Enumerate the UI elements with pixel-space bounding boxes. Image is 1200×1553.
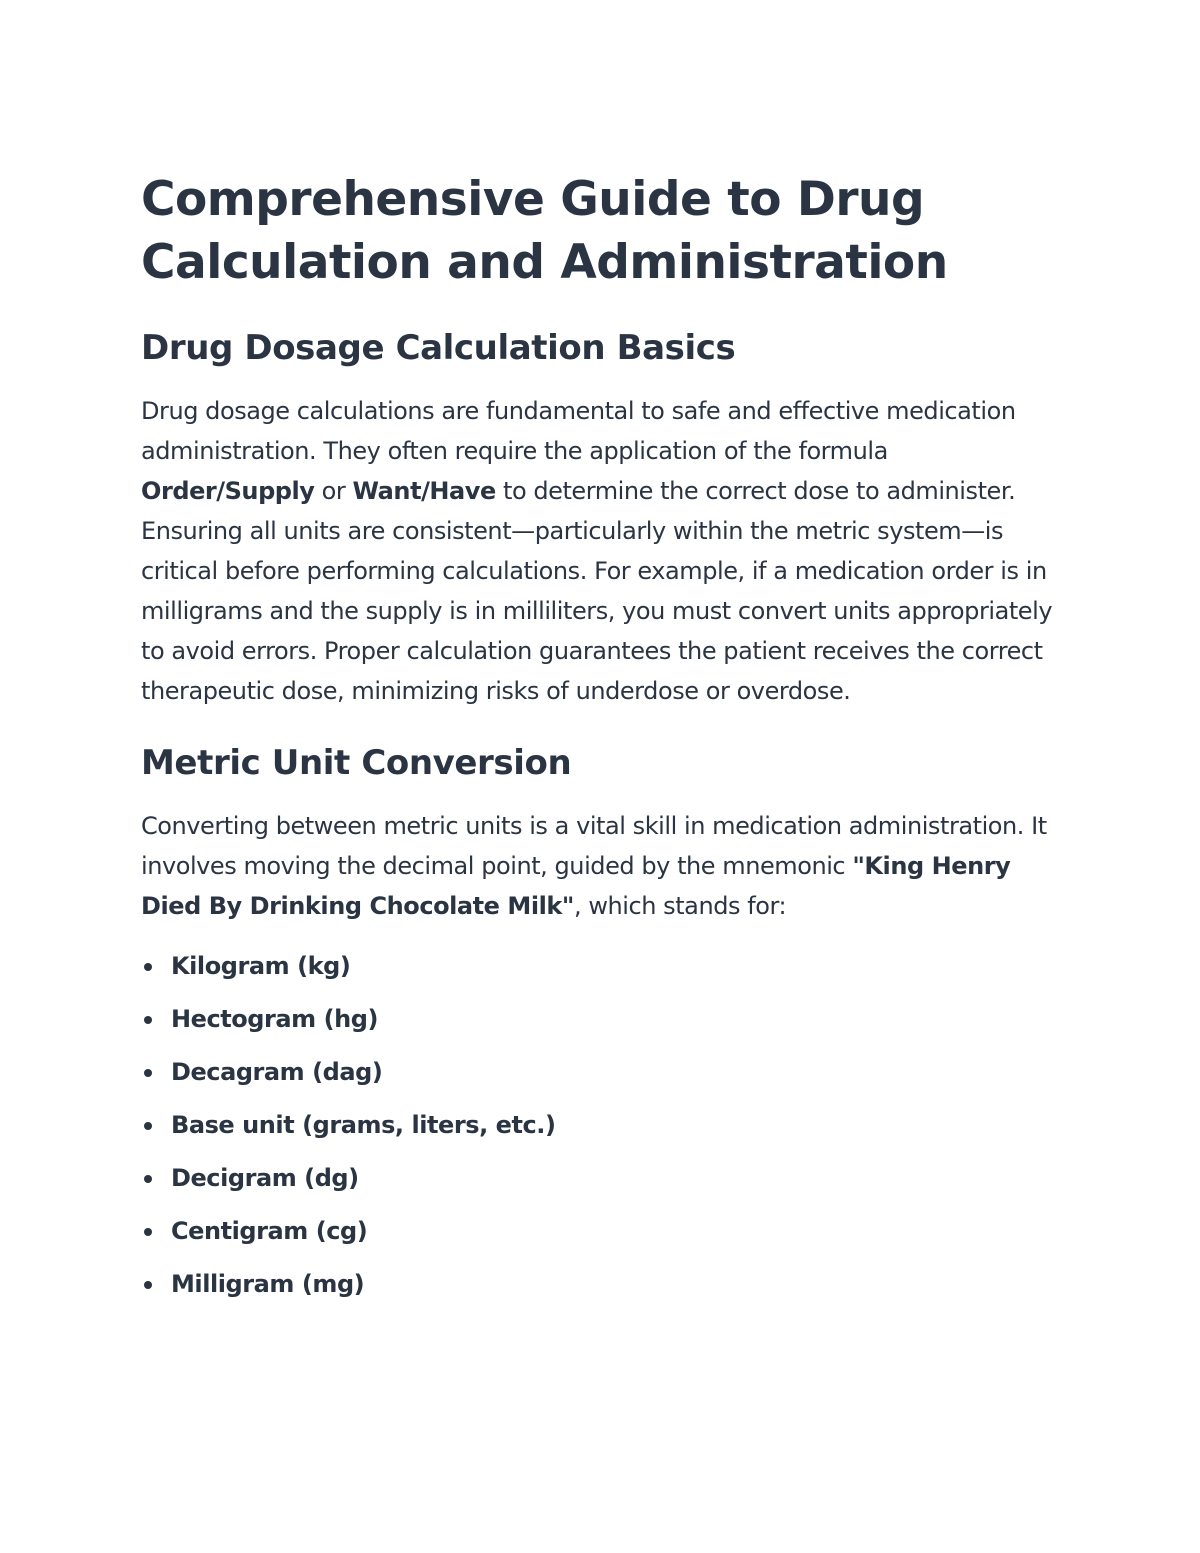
list-item: Hectogram (hg)	[141, 993, 1060, 1046]
paragraph-text: or	[314, 477, 353, 505]
paragraph-text: Converting between metric units is a vital skill in medication administration. It involves moving the decimal point, guided by the mnemonic	[141, 812, 1047, 880]
paragraph-text: , which stands for:	[573, 892, 787, 920]
paragraph-text: Drug dosage calculations are fundamental to safe and effective medication administration. They often require the application of the formula	[141, 397, 1016, 465]
list-item: Decigram (dg)	[141, 1152, 1060, 1205]
list-item: Milligram (mg)	[141, 1258, 1060, 1311]
list-item: Kilogram (kg)	[141, 940, 1060, 993]
metric-units-list	[141, 940, 1060, 1311]
formula-want-have: Want/Have	[352, 477, 496, 505]
list-item: Centigram (cg)	[141, 1205, 1060, 1258]
formula-order-supply: Order/Supply	[141, 477, 315, 505]
paragraph-text: to determine the correct dose to administer. Ensuring all units are consistent—particularly within the metric system—is critical before performing calculations. For example, if a medication order is in milligrams and the supply is in milliliters, you must convert units appropriately to avoid errors. Proper calculation guarantees the patient receives the correct therapeutic dose, minimizing risks of underdose or overdose.	[141, 477, 1053, 705]
dosage-basics-paragraph	[141, 391, 1060, 711]
section-heading-metric-conversion: Metric Unit Conversion	[141, 743, 572, 783]
list-item: Base unit (grams, liters, etc.)	[141, 1099, 1060, 1152]
metric-conversion-paragraph	[141, 806, 1060, 926]
section-heading-dosage-basics: Drug Dosage Calculation Basics	[141, 328, 736, 368]
page-title: Comprehensive Guide to Drug Calculation and Administration	[141, 172, 948, 290]
mnemonic-text: "King Henry Died By Drinking Chocolate Milk"	[141, 852, 1011, 920]
list-item: Decagram (dag)	[141, 1046, 1060, 1099]
